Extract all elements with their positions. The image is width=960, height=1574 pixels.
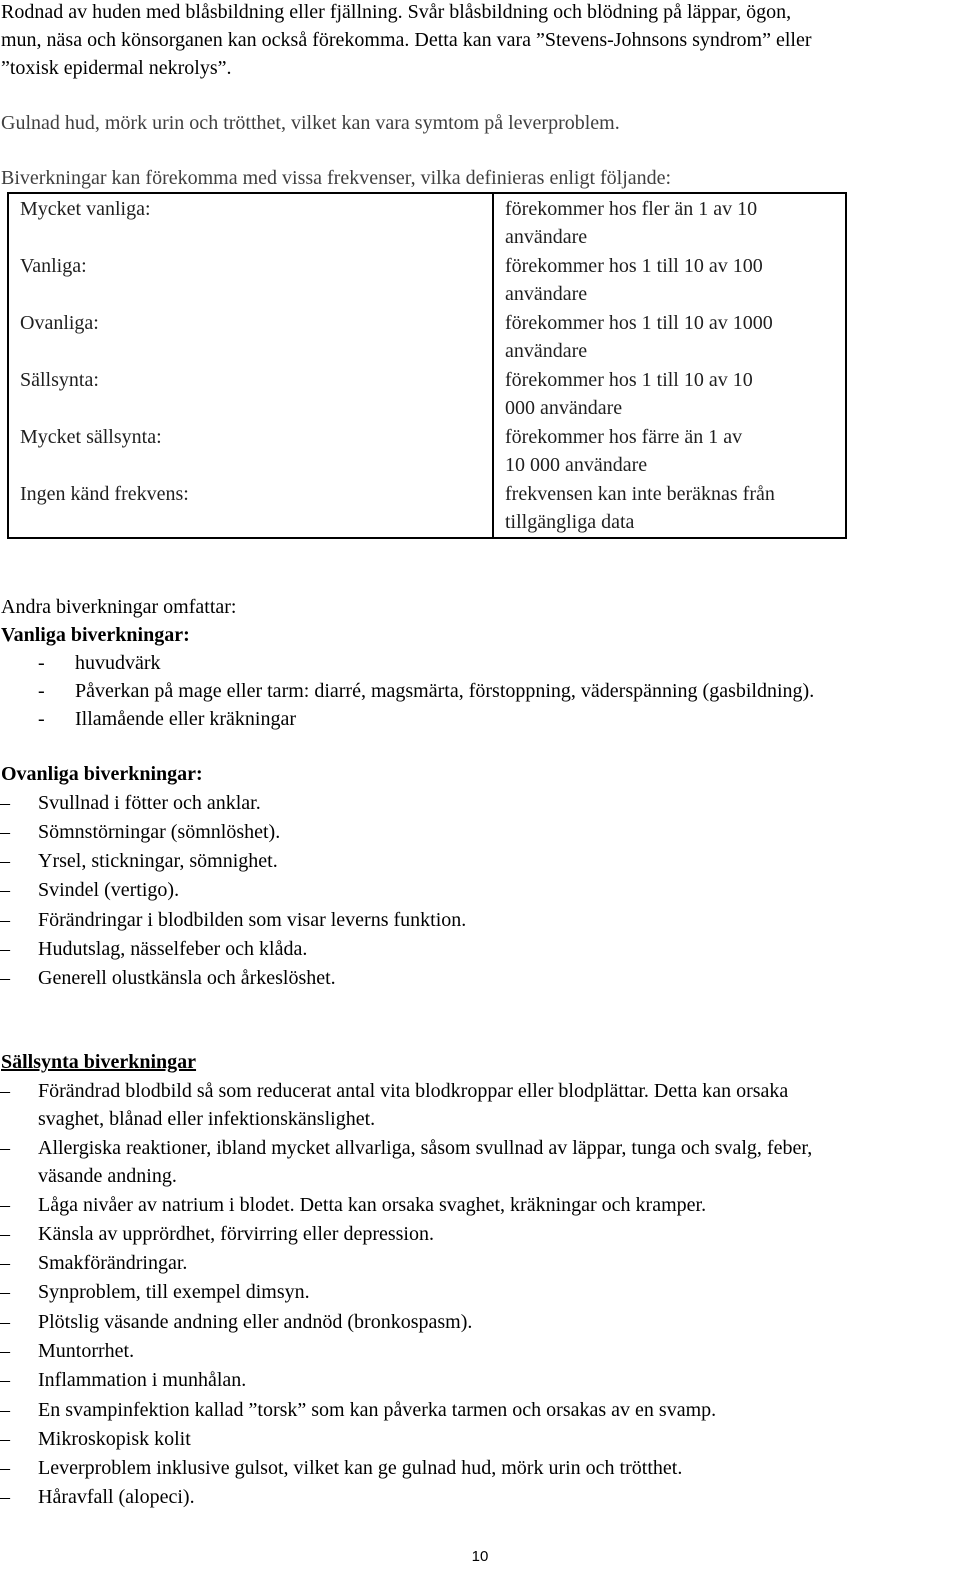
bullet-dash: – (0, 1399, 10, 1421)
bullet-dash: – (0, 1281, 10, 1303)
table-row (8, 308, 846, 365)
bullet-dash: – (0, 967, 10, 989)
bullet-dash: – (0, 1369, 10, 1391)
frequency-intro: Biverkningar kan förekomma med vissa frekvenser, vilka definieras enligt följande: (1, 167, 672, 189)
frequency-term: Mycket vanliga: (8, 193, 493, 251)
table-row (8, 365, 846, 422)
bullet-dash: – (0, 879, 10, 901)
frequency-definition: frekvensen kan inte beräknas från tillgängliga data (493, 479, 846, 538)
page-number: 10 (471, 1548, 489, 1565)
bullet-dash: – (0, 1457, 10, 1479)
bullet-dash: – (0, 909, 10, 931)
frequency-term: Ovanliga: (8, 308, 493, 365)
bullet-dash: – (0, 1194, 10, 1216)
intro-line-2: mun, näsa och könsorganen kan också förekomma. Detta kan vara ”Stevens-Johnsons syndrom” eller (1, 29, 812, 51)
frequency-definition: förekommer hos 1 till 10 av 1000 användare (493, 308, 846, 365)
frequency-table (7, 192, 847, 539)
bullet-dash: – (0, 1252, 10, 1274)
bullet-dash: – (0, 1223, 10, 1245)
frequency-term: Sällsynta: (8, 365, 493, 422)
frequency-term: Ingen känd frekvens: (8, 479, 493, 538)
bullet-dash: – (0, 1340, 10, 1362)
intro-line-1: Rodnad av huden med blåsbildning eller fjällning. Svår blåsbildning och blödning på läppar, ögon, (1, 1, 792, 23)
bullet-dash: – (0, 792, 10, 814)
intro-line-3: ”toxisk epidermal nekrolys”. (1, 57, 232, 79)
other-intro: Andra biverkningar omfattar: (1, 596, 237, 618)
frequency-definition: förekommer hos 1 till 10 av 10 000 användare (493, 365, 846, 422)
bullet-dash: – (0, 1311, 10, 1333)
frequency-definition: förekommer hos fler än 1 av 10 användare (493, 193, 846, 251)
table-row (8, 251, 846, 308)
frequency-term: Mycket sällsynta: (8, 422, 493, 479)
common-heading: Vanliga biverkningar: (1, 624, 190, 646)
rare-heading: Sällsynta biverkningar (1, 1051, 197, 1073)
bullet-dash: – (0, 1080, 10, 1102)
bullet-dash: – (0, 821, 10, 843)
bullet-dash: – (0, 938, 10, 960)
bullet-hyphen: - (38, 708, 45, 730)
uncommon-heading: Ovanliga biverkningar: (1, 763, 203, 785)
bullet-dash: – (0, 1137, 10, 1159)
table-row (8, 193, 846, 251)
bullet-dash: – (0, 850, 10, 872)
bullet-dash: – (0, 1428, 10, 1450)
table-row (8, 479, 846, 538)
bullet-hyphen: - (38, 680, 45, 702)
bullet-dash: – (0, 1486, 10, 1508)
frequency-definition: förekommer hos färre än 1 av 10 000 användare (493, 422, 846, 479)
frequency-term: Vanliga: (8, 251, 493, 308)
liver-paragraph: Gulnad hud, mörk urin och trötthet, vilket kan vara symtom på leverproblem. (1, 112, 620, 134)
table-row (8, 422, 846, 479)
bullet-hyphen: - (38, 652, 45, 674)
frequency-definition: förekommer hos 1 till 10 av 100 användare (493, 251, 846, 308)
